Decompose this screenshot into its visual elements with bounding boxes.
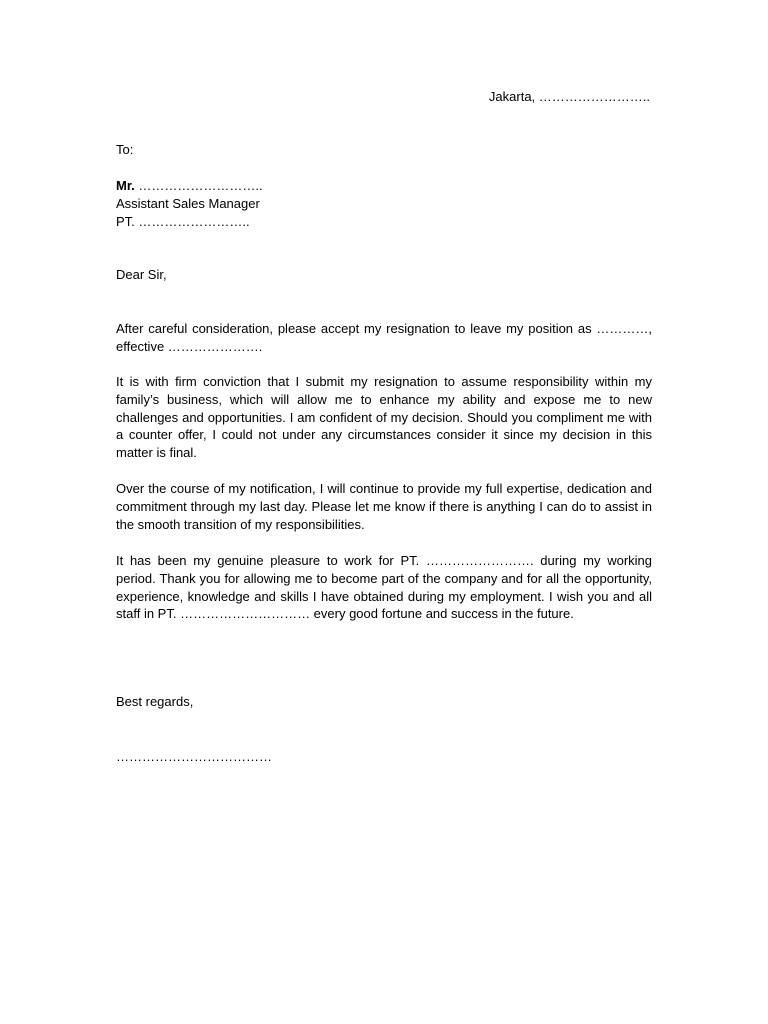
signature-blank: ……………………………… xyxy=(116,749,272,764)
recipient-prefix: Mr. xyxy=(116,178,135,193)
to-label: To: xyxy=(116,142,134,157)
body-paragraph-1: After careful consideration, please accept my resignation to leave my position as …………, effective …………………. xyxy=(116,321,652,354)
body-paragraph-4: It has been my genuine pleasure to work for PT. ……………………. during my working period. Thank you for allowing me to become part of the company and for all the opportunity, experience, knowledge and skills I have obtained during my employment. I wish you and all staff in PT. ………………………… every good fortune and success in the future. xyxy=(116,553,652,622)
body-paragraph-3: Over the course of my notification, I will continue to provide my full expertise, dedication and commitment through my last day. Please let me know if there is anything I can do to assist in the smooth transition of my responsibilities. xyxy=(116,481,652,532)
recipient-name-blank: ……………………….. xyxy=(138,178,263,193)
recipient-company: PT. …………………….. xyxy=(116,214,250,229)
closing: Best regards, xyxy=(116,694,194,709)
recipient-title: Assistant Sales Manager xyxy=(116,196,260,211)
salutation: Dear Sir, xyxy=(116,267,167,282)
body-paragraph-2: It is with firm conviction that I submit my resignation to assume responsibility within my family’s business, which will allow me to enhance my ability and expose me to new challenges and opportunities. I am confident of my decision. Should you compliment me with a counter offer, I could not under any circumstances consider it since my decision in this matter is final. xyxy=(116,374,652,461)
recipient-name xyxy=(116,178,263,194)
place-date: Jakarta, …………………….. xyxy=(488,89,650,104)
